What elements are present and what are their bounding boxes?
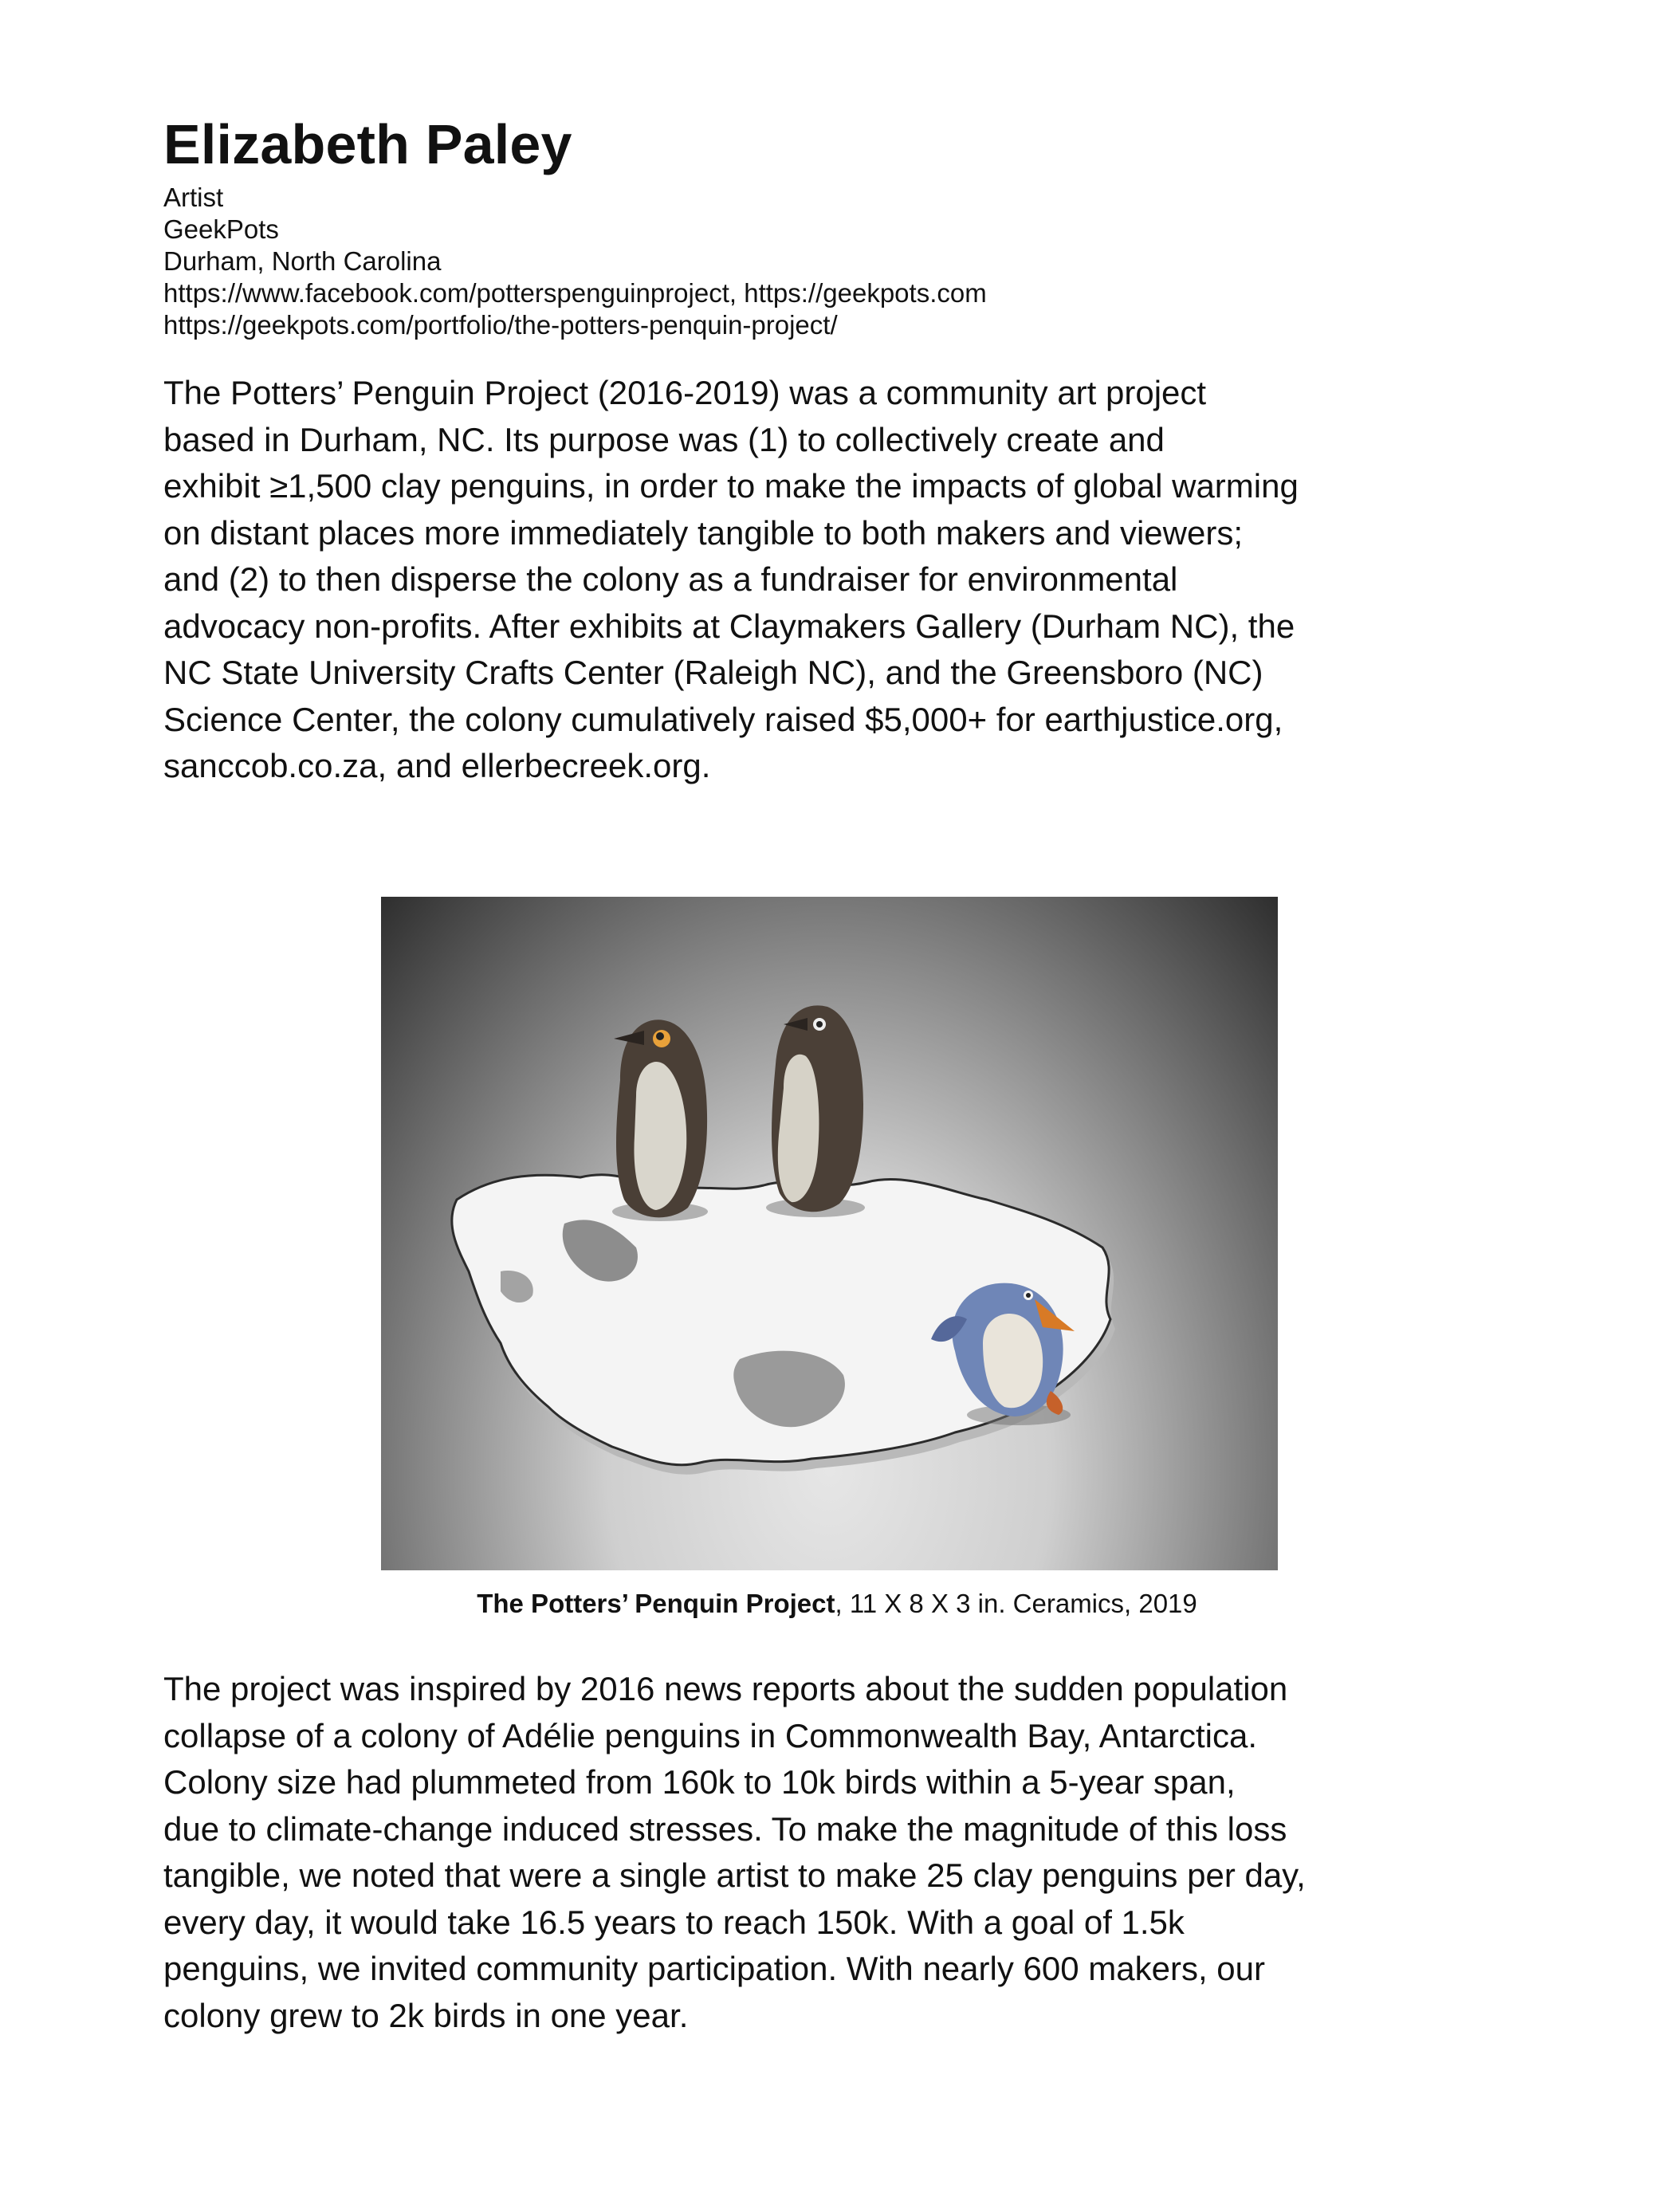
portfolio-link: https://geekpots.com/portfolio/the-potters-penquin-project/	[163, 310, 838, 340]
body-line: The project was inspired by 2016 news reports about the sudden population	[163, 1670, 1288, 1707]
body-line: every day, it would take 16.5 years to reach 150k. With a goal of 1.5k	[163, 1903, 1185, 1941]
intro-line: The Potters’ Penguin Project (2016-2019) was a community art project	[163, 374, 1207, 411]
emperor-penguin-right	[766, 1005, 865, 1217]
artwork-photo	[381, 897, 1278, 1570]
artist-links: https://www.facebook.com/potterspenguinproject, https://geekpots.com	[163, 278, 987, 308]
artist-location: Durham, North Carolina	[163, 246, 442, 276]
intro-line: on distant places more immediately tangible to both makers and viewers;	[163, 513, 1244, 552]
intro-line: advocacy non-profits. After exhibits at Claymakers Gallery (Durham NC), the	[163, 607, 1295, 645]
body-line: due to climate-change induced stresses. To make the magnitude of this loss	[163, 1809, 1287, 1848]
document-page	[163, 112, 1519, 790]
body-line: tangible, we noted that were a single artist to make 25 clay penguins per day,	[163, 1856, 1306, 1894]
body-paragraph	[163, 1666, 1534, 2039]
artist-role: Artist	[163, 183, 224, 212]
intro-line: based in Durham, NC. Its purpose was (1) to collectively create and	[163, 420, 1165, 458]
intro-line: exhibit ≥1,500 clay penguins, in order to make the impacts of global warming	[163, 467, 1299, 505]
caption-details: , 11 X 8 X 3 in. Ceramics, 2019	[835, 1589, 1197, 1618]
body-line: penguins, we invited community participation. With nearly 600 makers, our	[163, 1950, 1265, 1987]
artist-org: GeekPots	[163, 214, 279, 244]
body-line: Colony size had plummeted from 160k to 10k birds within a 5-year span,	[163, 1763, 1236, 1801]
body-line: collapse of a colony of Adélie penguins in Commonwealth Bay, Antarctica.	[163, 1716, 1258, 1754]
penguins-on-antarctica-illustration	[381, 897, 1278, 1570]
intro-line: NC State University Crafts Center (Raleigh NC), and the Greensboro (NC)	[163, 654, 1263, 691]
intro-paragraph	[163, 370, 1534, 790]
intro-line: sanccob.co.za, and ellerbecreek.org.	[163, 747, 711, 784]
artist-name: Elizabeth Paley	[163, 113, 572, 175]
intro-line: and (2) to then disperse the colony as a fundraiser for environmental	[163, 560, 1178, 598]
intro-line: Science Center, the colony cumulatively raised $5,000+ for earthjustice.org,	[163, 700, 1283, 738]
caption-title: The Potters’ Penquin Project	[477, 1589, 835, 1618]
emperor-penguin-left	[612, 1020, 708, 1221]
artist-meta	[163, 182, 1519, 341]
body-line: colony grew to 2k birds in one year.	[163, 1996, 689, 2034]
figure-caption	[0, 1588, 1674, 1620]
